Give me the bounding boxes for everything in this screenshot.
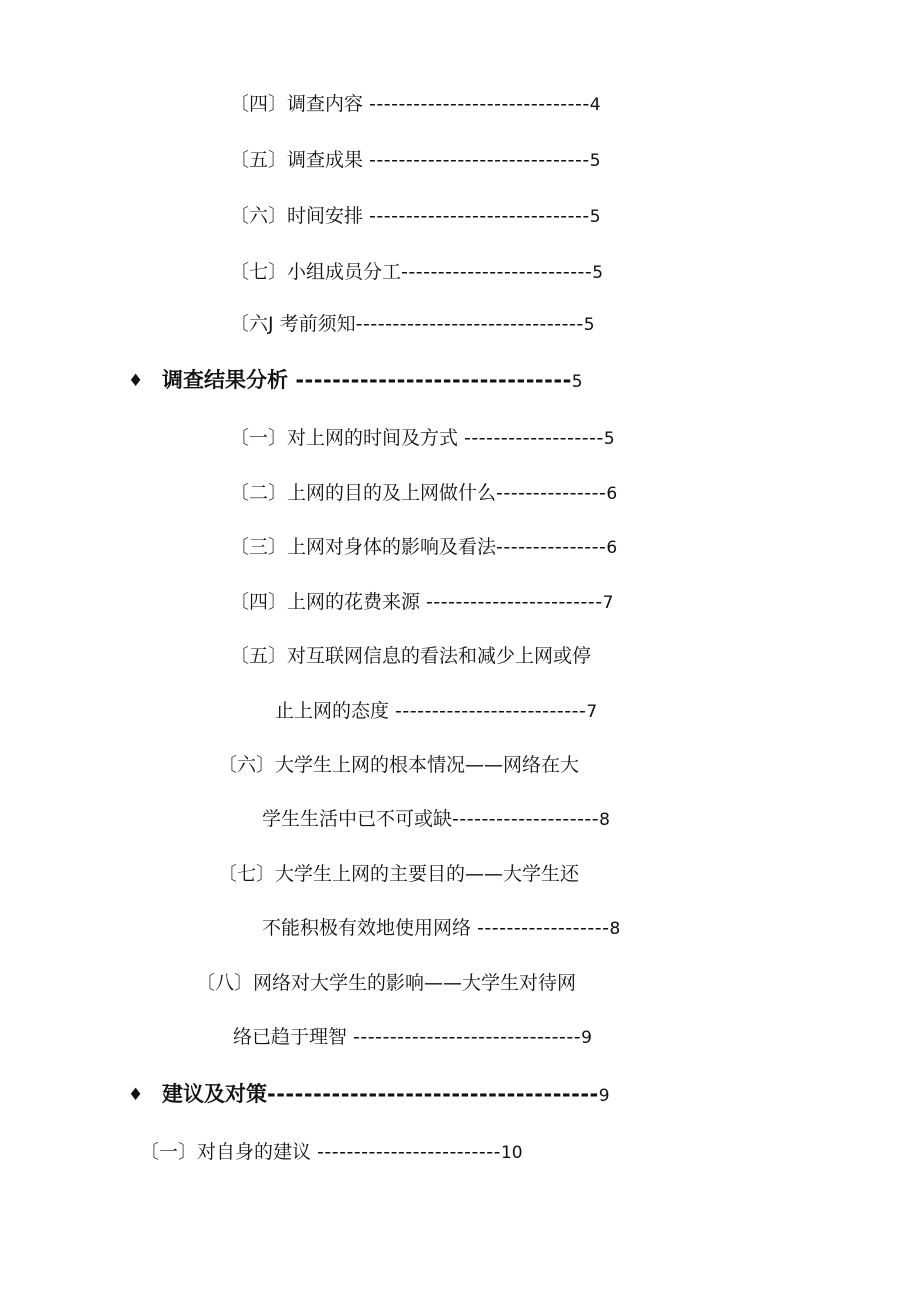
toc-leader-dots: ------------------------	[426, 591, 603, 613]
toc-entry-label: 建议及对策	[162, 1082, 267, 1106]
toc-entry[interactable]	[230, 534, 617, 561]
toc-entry[interactable]	[230, 643, 591, 669]
toc-entry[interactable]	[230, 589, 613, 616]
diamond-bullet-icon: ♦	[128, 1085, 144, 1105]
toc-leader-dots: --------------------------	[401, 261, 593, 283]
toc-page-number: 5	[571, 372, 583, 392]
toc-leader-dots: ---------------	[496, 536, 607, 558]
toc-leader-dots: --------------------	[452, 808, 600, 830]
toc-leader-dots: -------------------------------	[355, 313, 584, 335]
toc-entry[interactable]	[140, 1139, 523, 1166]
toc-entry-label: 〔一〕对自身的建议	[140, 1141, 318, 1163]
toc-entry-label: 〔六J 考前须知	[230, 313, 356, 335]
toc-entry[interactable]	[230, 425, 615, 452]
toc-entry[interactable]	[196, 970, 576, 996]
diamond-bullet-icon: ♦	[128, 371, 144, 391]
toc-entry[interactable]	[230, 480, 617, 507]
toc-entry-label: 〔四〕调查内容	[230, 93, 370, 115]
toc-page-number: 4	[589, 95, 601, 115]
toc-leader-dots: --------------------------	[395, 700, 587, 722]
toc-entry-label: 〔四〕上网的花费来源	[230, 591, 427, 613]
toc-leader-dots: -------------------------------	[353, 1026, 582, 1048]
toc-page-number: 6	[606, 484, 618, 504]
toc-entry-continuation[interactable]	[275, 698, 597, 725]
toc-section-heading[interactable]	[162, 1081, 610, 1109]
toc-entry-label: 〔一〕对上网的时间及方式	[230, 427, 465, 449]
toc-page-number: 7	[602, 593, 614, 613]
toc-leader-dots: ---------------	[496, 482, 607, 504]
toc-entry-label: 止上网的态度	[275, 700, 396, 722]
toc-entry[interactable]	[230, 259, 603, 286]
toc-page-number: 7	[586, 702, 598, 722]
toc-leader-dots: -------------------	[464, 427, 604, 449]
toc-entry-label: 〔二〕上网的目的及上网做什么	[230, 482, 497, 504]
toc-entry-continuation[interactable]	[262, 806, 610, 833]
toc-section-heading[interactable]	[162, 367, 583, 395]
toc-entry[interactable]	[230, 203, 601, 230]
toc-leader-dots: ------------------------------	[369, 93, 590, 115]
toc-entry[interactable]	[230, 311, 595, 338]
toc-entry-label: 〔五〕调查成果	[230, 149, 370, 171]
toc-entry-label: 〔七〕大学生上网的主要目的——大学生还	[218, 863, 580, 885]
toc-page-number: 5	[603, 429, 615, 449]
toc-leader-dots: ------------------------------	[295, 368, 572, 392]
toc-entry-label: 不能积极有效地使用网络	[262, 917, 478, 939]
toc-page-number: 9	[581, 1028, 592, 1048]
toc-entry[interactable]	[218, 752, 579, 778]
toc-entry-label: 学生生活中已不可或缺	[262, 808, 453, 830]
toc-leader-dots: ------------------------------	[369, 149, 590, 171]
toc-entry-label: 调查结果分析	[162, 368, 296, 392]
toc-page-number: 9	[598, 1086, 610, 1106]
toc-leader-dots: ------------------------------	[369, 205, 590, 227]
toc-entry[interactable]	[230, 91, 601, 118]
toc-entry-label: 〔六〕时间安排	[230, 205, 370, 227]
toc-entry-continuation[interactable]	[233, 1024, 592, 1051]
toc-entry-label: 〔五〕对互联网信息的看法和减少上网或停	[230, 645, 592, 667]
toc-page-number: 5	[589, 151, 601, 171]
toc-entry[interactable]	[230, 147, 601, 174]
toc-entry-label: 〔七〕小组成员分工	[230, 261, 402, 283]
toc-leader-dots: -------------------------	[317, 1141, 501, 1163]
toc-page-number: 8	[609, 919, 621, 939]
toc-page-number: 10	[500, 1143, 523, 1163]
toc-page-number: 5	[589, 207, 601, 227]
toc-page-number: 8	[599, 810, 610, 830]
toc-entry[interactable]	[218, 861, 579, 887]
toc-leader-dots: ------------------------------------	[267, 1082, 599, 1106]
toc-entry-label: 〔八〕网络对大学生的影响——大学生对待网	[196, 972, 577, 994]
toc-entry-label: 〔三〕上网对身体的影响及看法	[230, 536, 497, 558]
toc-entry-label: 络已趋于理智	[233, 1026, 354, 1048]
toc-page-number: 5	[583, 315, 595, 335]
toc-page-number: 6	[606, 538, 618, 558]
toc-entry-continuation[interactable]	[262, 915, 620, 942]
toc-entry-label: 〔六〕大学生上网的根本情况——网络在大	[218, 754, 580, 776]
toc-leader-dots: ------------------	[477, 917, 610, 939]
toc-page-number: 5	[592, 263, 604, 283]
